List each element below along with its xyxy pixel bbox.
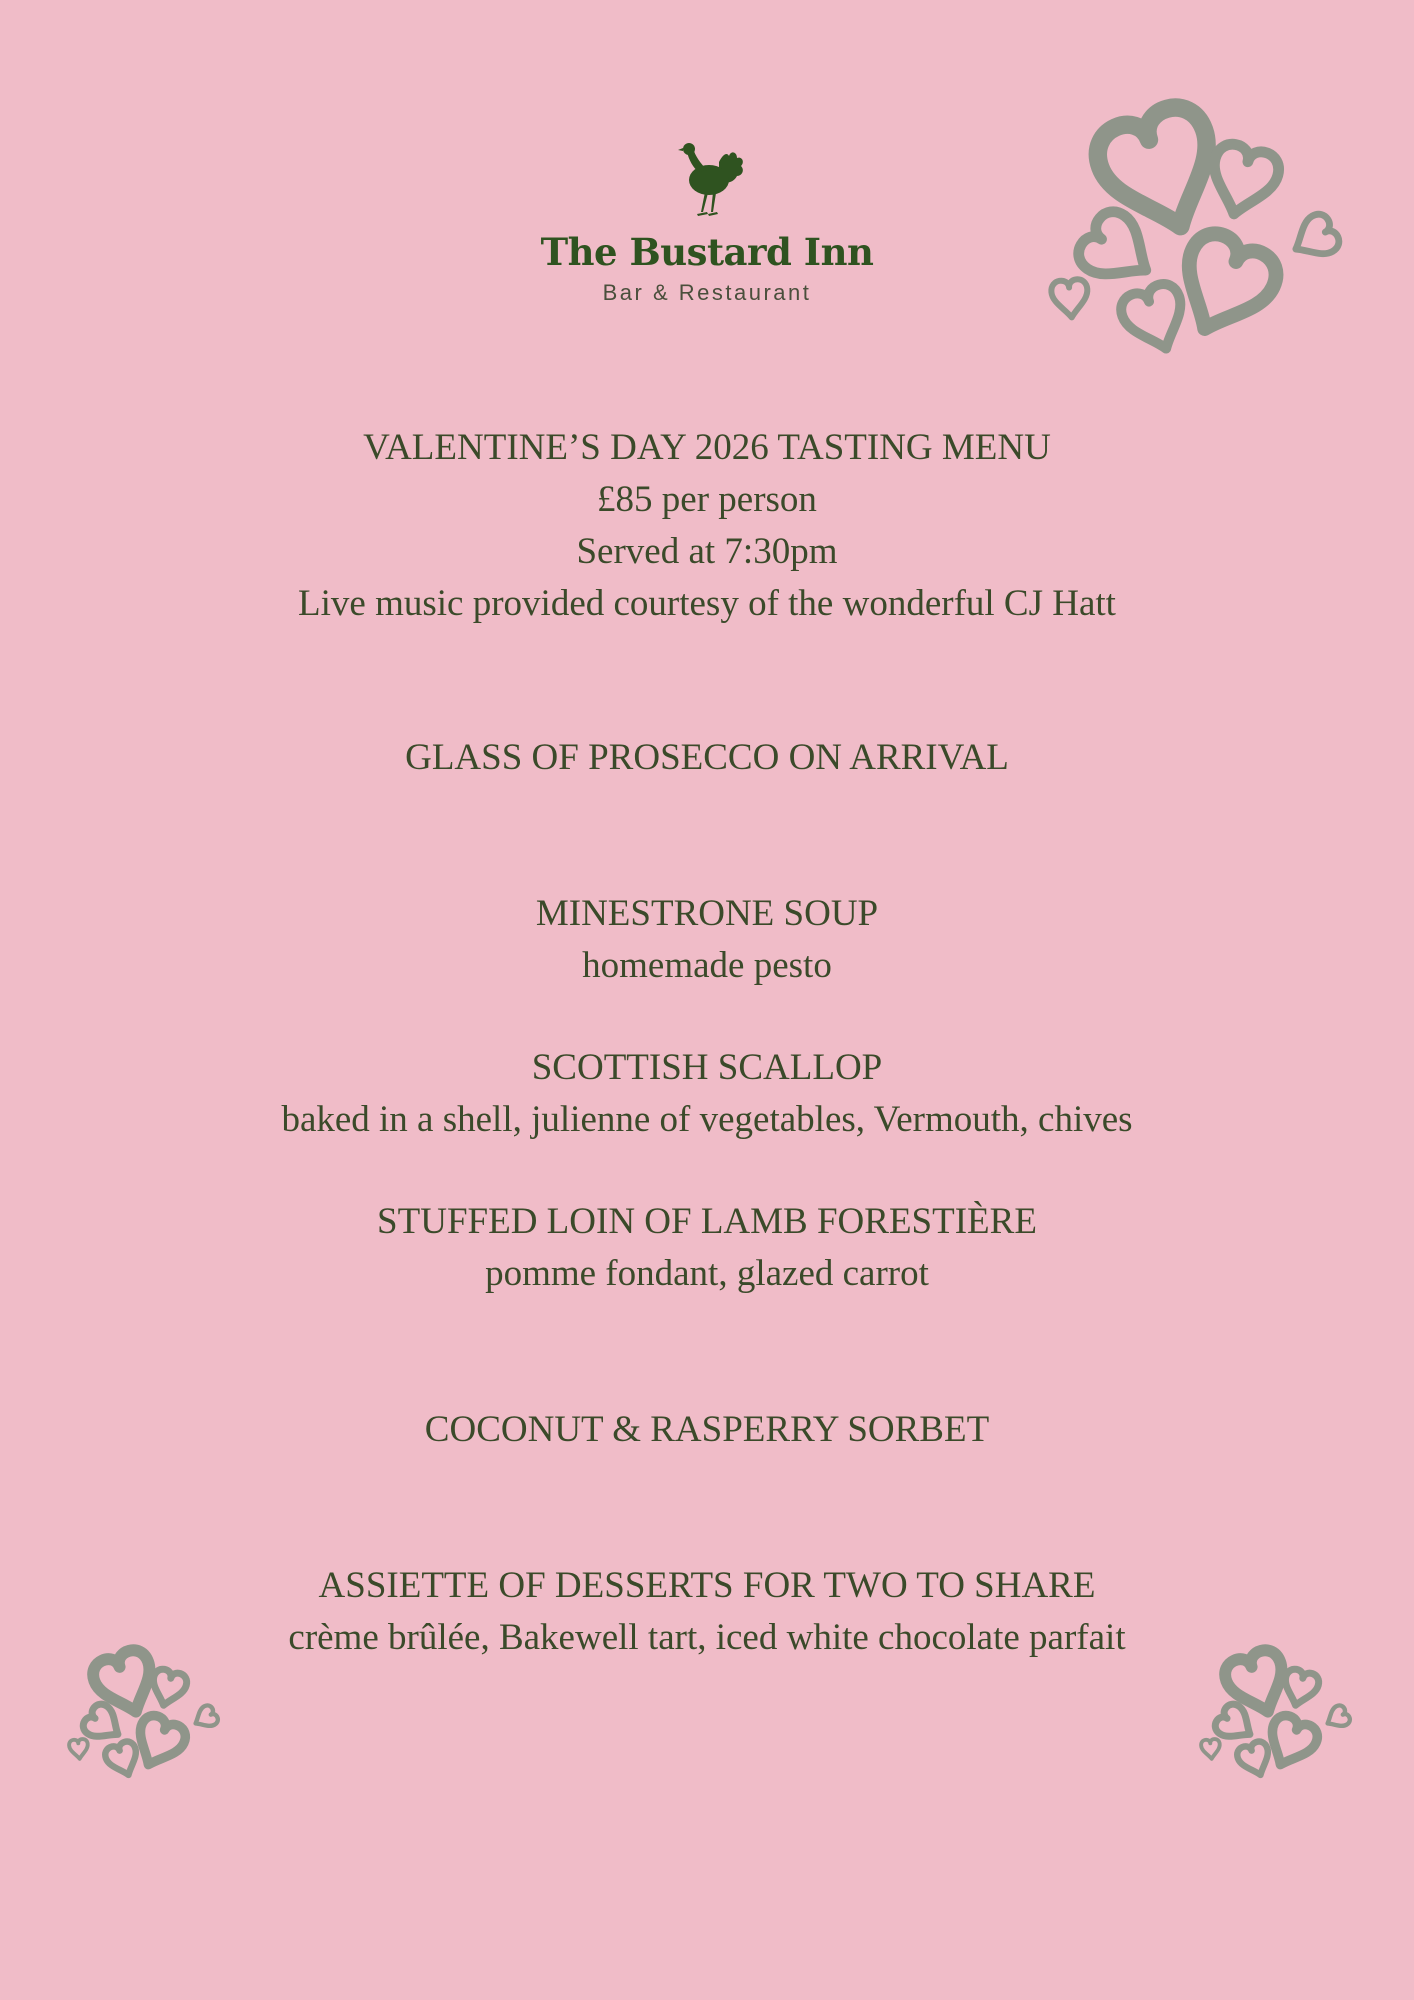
menu-title: VALENTINE’S DAY 2026 TASTING MENU: [363, 427, 1051, 468]
restaurant-name: The Bustard Inn: [540, 230, 874, 274]
course-description: pomme fondant, glazed carrot: [485, 1253, 929, 1294]
course-name: SCOTTISH SCALLOP: [531, 1047, 883, 1088]
course-item: [0, 1404, 1414, 1456]
menu-price: £85 per person: [597, 479, 817, 520]
hearts-cluster-icon: [1040, 80, 1360, 370]
course-name: GLASS OF PROSECCO ON ARRIVAL: [405, 737, 1009, 778]
course-item: [0, 1042, 1414, 1146]
course-description: crème brûlée, Bakewell tart, iced white chocolate parfait: [288, 1617, 1126, 1658]
menu-intro: [0, 422, 1414, 630]
course-name: COCONUT & RASPERRY SORBET: [424, 1409, 990, 1450]
restaurant-subtitle: Bar & Restaurant: [602, 280, 812, 305]
course-item: [0, 888, 1414, 992]
course-item: [0, 1560, 1414, 1664]
course-name: ASSIETTE OF DESSERTS FOR TWO TO SHARE: [318, 1565, 1096, 1606]
menu-music-note: Live music provided courtesy of the wonderful CJ Hatt: [298, 583, 1116, 624]
course-name: MINESTRONE SOUP: [535, 893, 879, 934]
course-description: homemade pesto: [582, 945, 832, 986]
menu-time: Served at 7:30pm: [576, 531, 838, 572]
course-item: [0, 732, 1414, 784]
course-name: STUFFED LOIN OF LAMB FORESTIÈRE: [377, 1201, 1037, 1242]
bustard-bird-icon: [667, 140, 747, 224]
course-description: baked in a shell, julienne of vegetables, Vermouth, chives: [281, 1099, 1133, 1140]
course-item: [0, 1196, 1414, 1300]
